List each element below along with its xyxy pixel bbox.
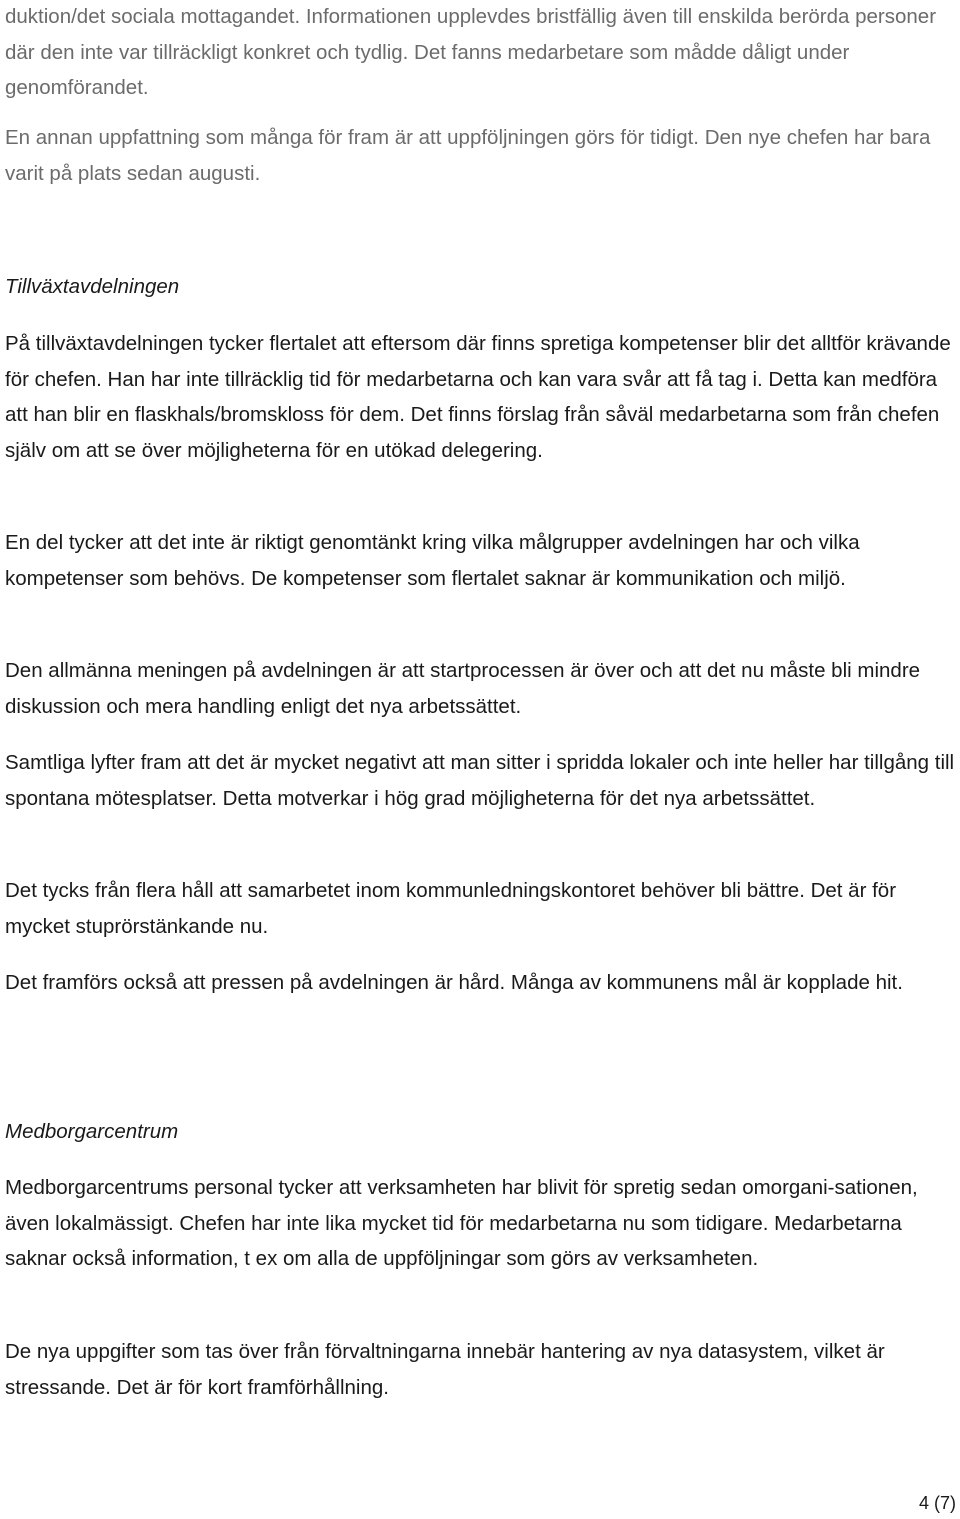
section-2-paragraph-2: De nya uppgifter som tas över från förvaltningarna innebär hantering av nya datasystem, vilket är stressande. Det är för kort framförhållning.	[5, 1340, 885, 1399]
section-1-paragraph-4: Samtliga lyfter fram att det är mycket negativt att man sitter i spridda lokaler och inte heller har tillgång till spontana mötesplatser. Detta motverkar i hög grad möjligheterna för det nya arbetssättet.	[5, 751, 955, 810]
section-1-paragraph-2: En del tycker att det inte är riktigt genomtänkt kring vilka målgrupper avdelningen har och vilka kompetenser som behövs. De kompetenser som flertalet saknar är kommunikation och miljö.	[5, 531, 860, 590]
section-1-paragraph-1: På tillväxtavdelningen tycker flertalet att eftersom där finns spretiga kompetenser blir det alltför krävande för chefen. Han har inte tillräcklig tid för medarbetarna och kan vara svår att få tag i. Detta kan medföra att han blir en flaskhals/bromskloss för dem. Det finns förslag från såväl medarbetarna som från chefen själv om att se över möjligheterna för en utökad delegering.	[5, 332, 951, 462]
intro-paragraph-1: duktion/det sociala mottagandet. Informationen upplevdes bristfällig även till enskilda berörda personer där den inte var tillräckligt konkret och tydlig. Det fanns medarbetare som mådde dåligt under genomförandet.	[5, 5, 937, 99]
section-1-paragraph-5: Det tycks från flera håll att samarbetet inom kommunledningskontoret behöver bli bättre. Det är för mycket stuprörstänkande nu.	[5, 879, 897, 938]
section-2-paragraph-1: Medborgarcentrums personal tycker att verksamheten har blivit för spretig sedan omorgani-sationen, även lokalmässigt. Chefen har inte lika mycket tid för medarbetarna nu som tidigare. Medarbetarna saknar också information, t ex om alla de uppföljningar som görs av verksamheten.	[5, 1176, 918, 1270]
section-1-paragraph-3: Den allmänna meningen på avdelningen är att startprocessen är över och att det nu måste bli mindre diskussion och mera handling enligt det nya arbetssättet.	[5, 659, 921, 718]
section-heading-tillvaxtavdelningen: Tillväxtavdelningen	[5, 275, 180, 298]
section-heading-medborgarcentrum: Medborgarcentrum	[5, 1120, 179, 1143]
page-number: 4 (7)	[918, 1493, 956, 1513]
section-1-paragraph-6: Det framförs också att pressen på avdelningen är hård. Många av kommunens mål är kopplade hit.	[5, 971, 903, 994]
intro-paragraph-2: En annan uppfattning som många för fram är att uppföljningen görs för tidigt. Den nye chefen har bara varit på plats sedan augusti.	[5, 126, 931, 185]
